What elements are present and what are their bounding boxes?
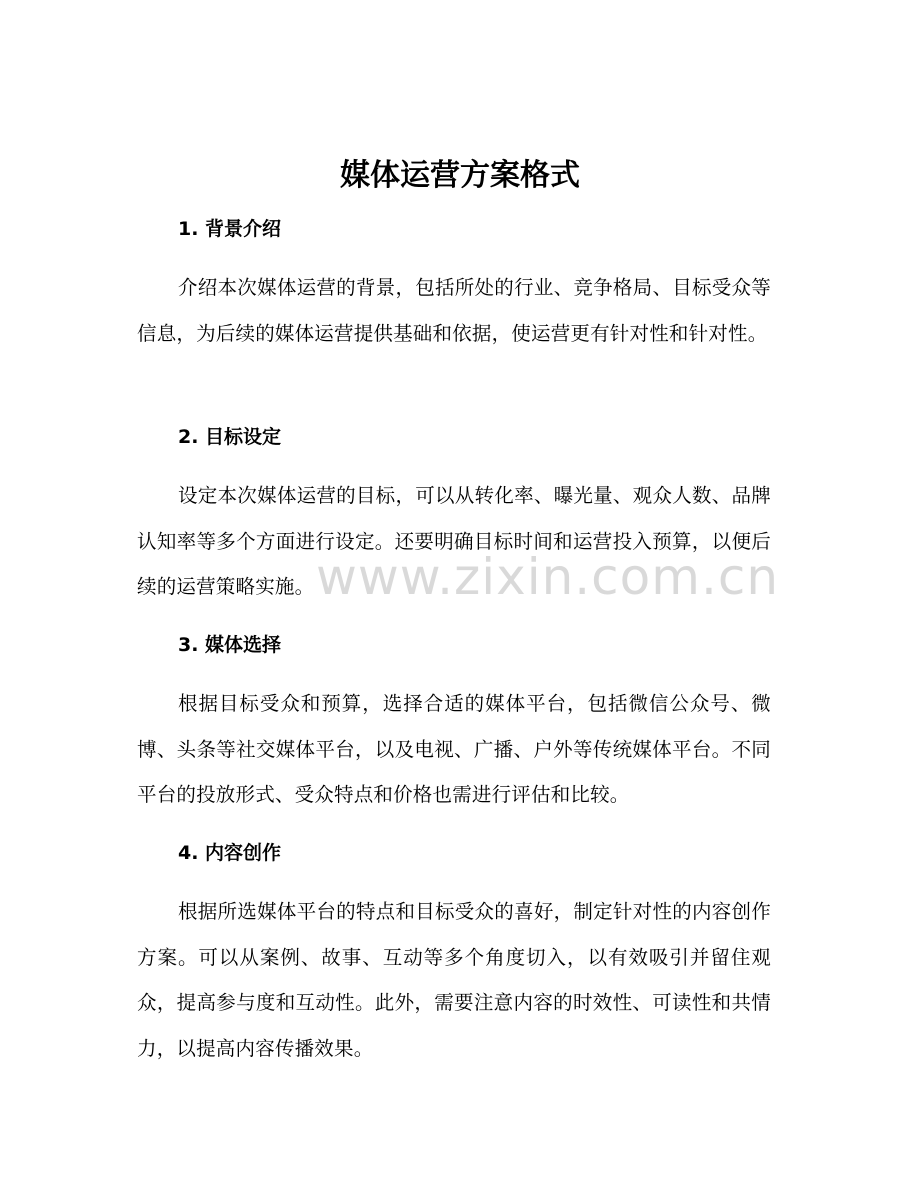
section-heading-media-selection: 3. 媒体选择 bbox=[178, 634, 282, 656]
section-heading-background: 1. 背景介绍 bbox=[178, 218, 282, 240]
section-body-goals: 设定本次媒体运营的目标，可以从转化率、曝光量、观众人数、品牌认知率等多个方面进行设定。还要明确目标时间和运营投入预算，以便后续的运营策略实施。 bbox=[137, 484, 771, 598]
section-body-background: 介绍本次媒体运营的背景，包括所处的行业、竞争格局、目标受众等信息，为后续的媒体运营提供基础和依据，使运营更有针对性和针对性。 bbox=[137, 276, 771, 345]
section-body-media-selection: 根据目标受众和预算，选择合适的媒体平台，包括微信公众号、微博、头条等社交媒体平台，以及电视、广播、户外等传统媒体平台。不同平台的投放形式、受众特点和价格也需进行评估和比较。 bbox=[137, 692, 771, 806]
section-body-content-creation: 根据所选媒体平台的特点和目标受众的喜好，制定针对性的内容创作方案。可以从案例、故事、互动等多个角度切入，以有效吸引并留住观众，提高参与度和互动性。此外，需要注意内容的时效性、可读性和共情力，以提高内容传播效果。 bbox=[137, 900, 771, 1060]
section-heading-content-creation: 4. 内容创作 bbox=[178, 842, 282, 864]
document-title: 媒体运营方案格式 bbox=[340, 158, 580, 193]
section-heading-goals: 2. 目标设定 bbox=[178, 426, 282, 448]
watermark: www.zixin.com.cn bbox=[316, 548, 780, 606]
